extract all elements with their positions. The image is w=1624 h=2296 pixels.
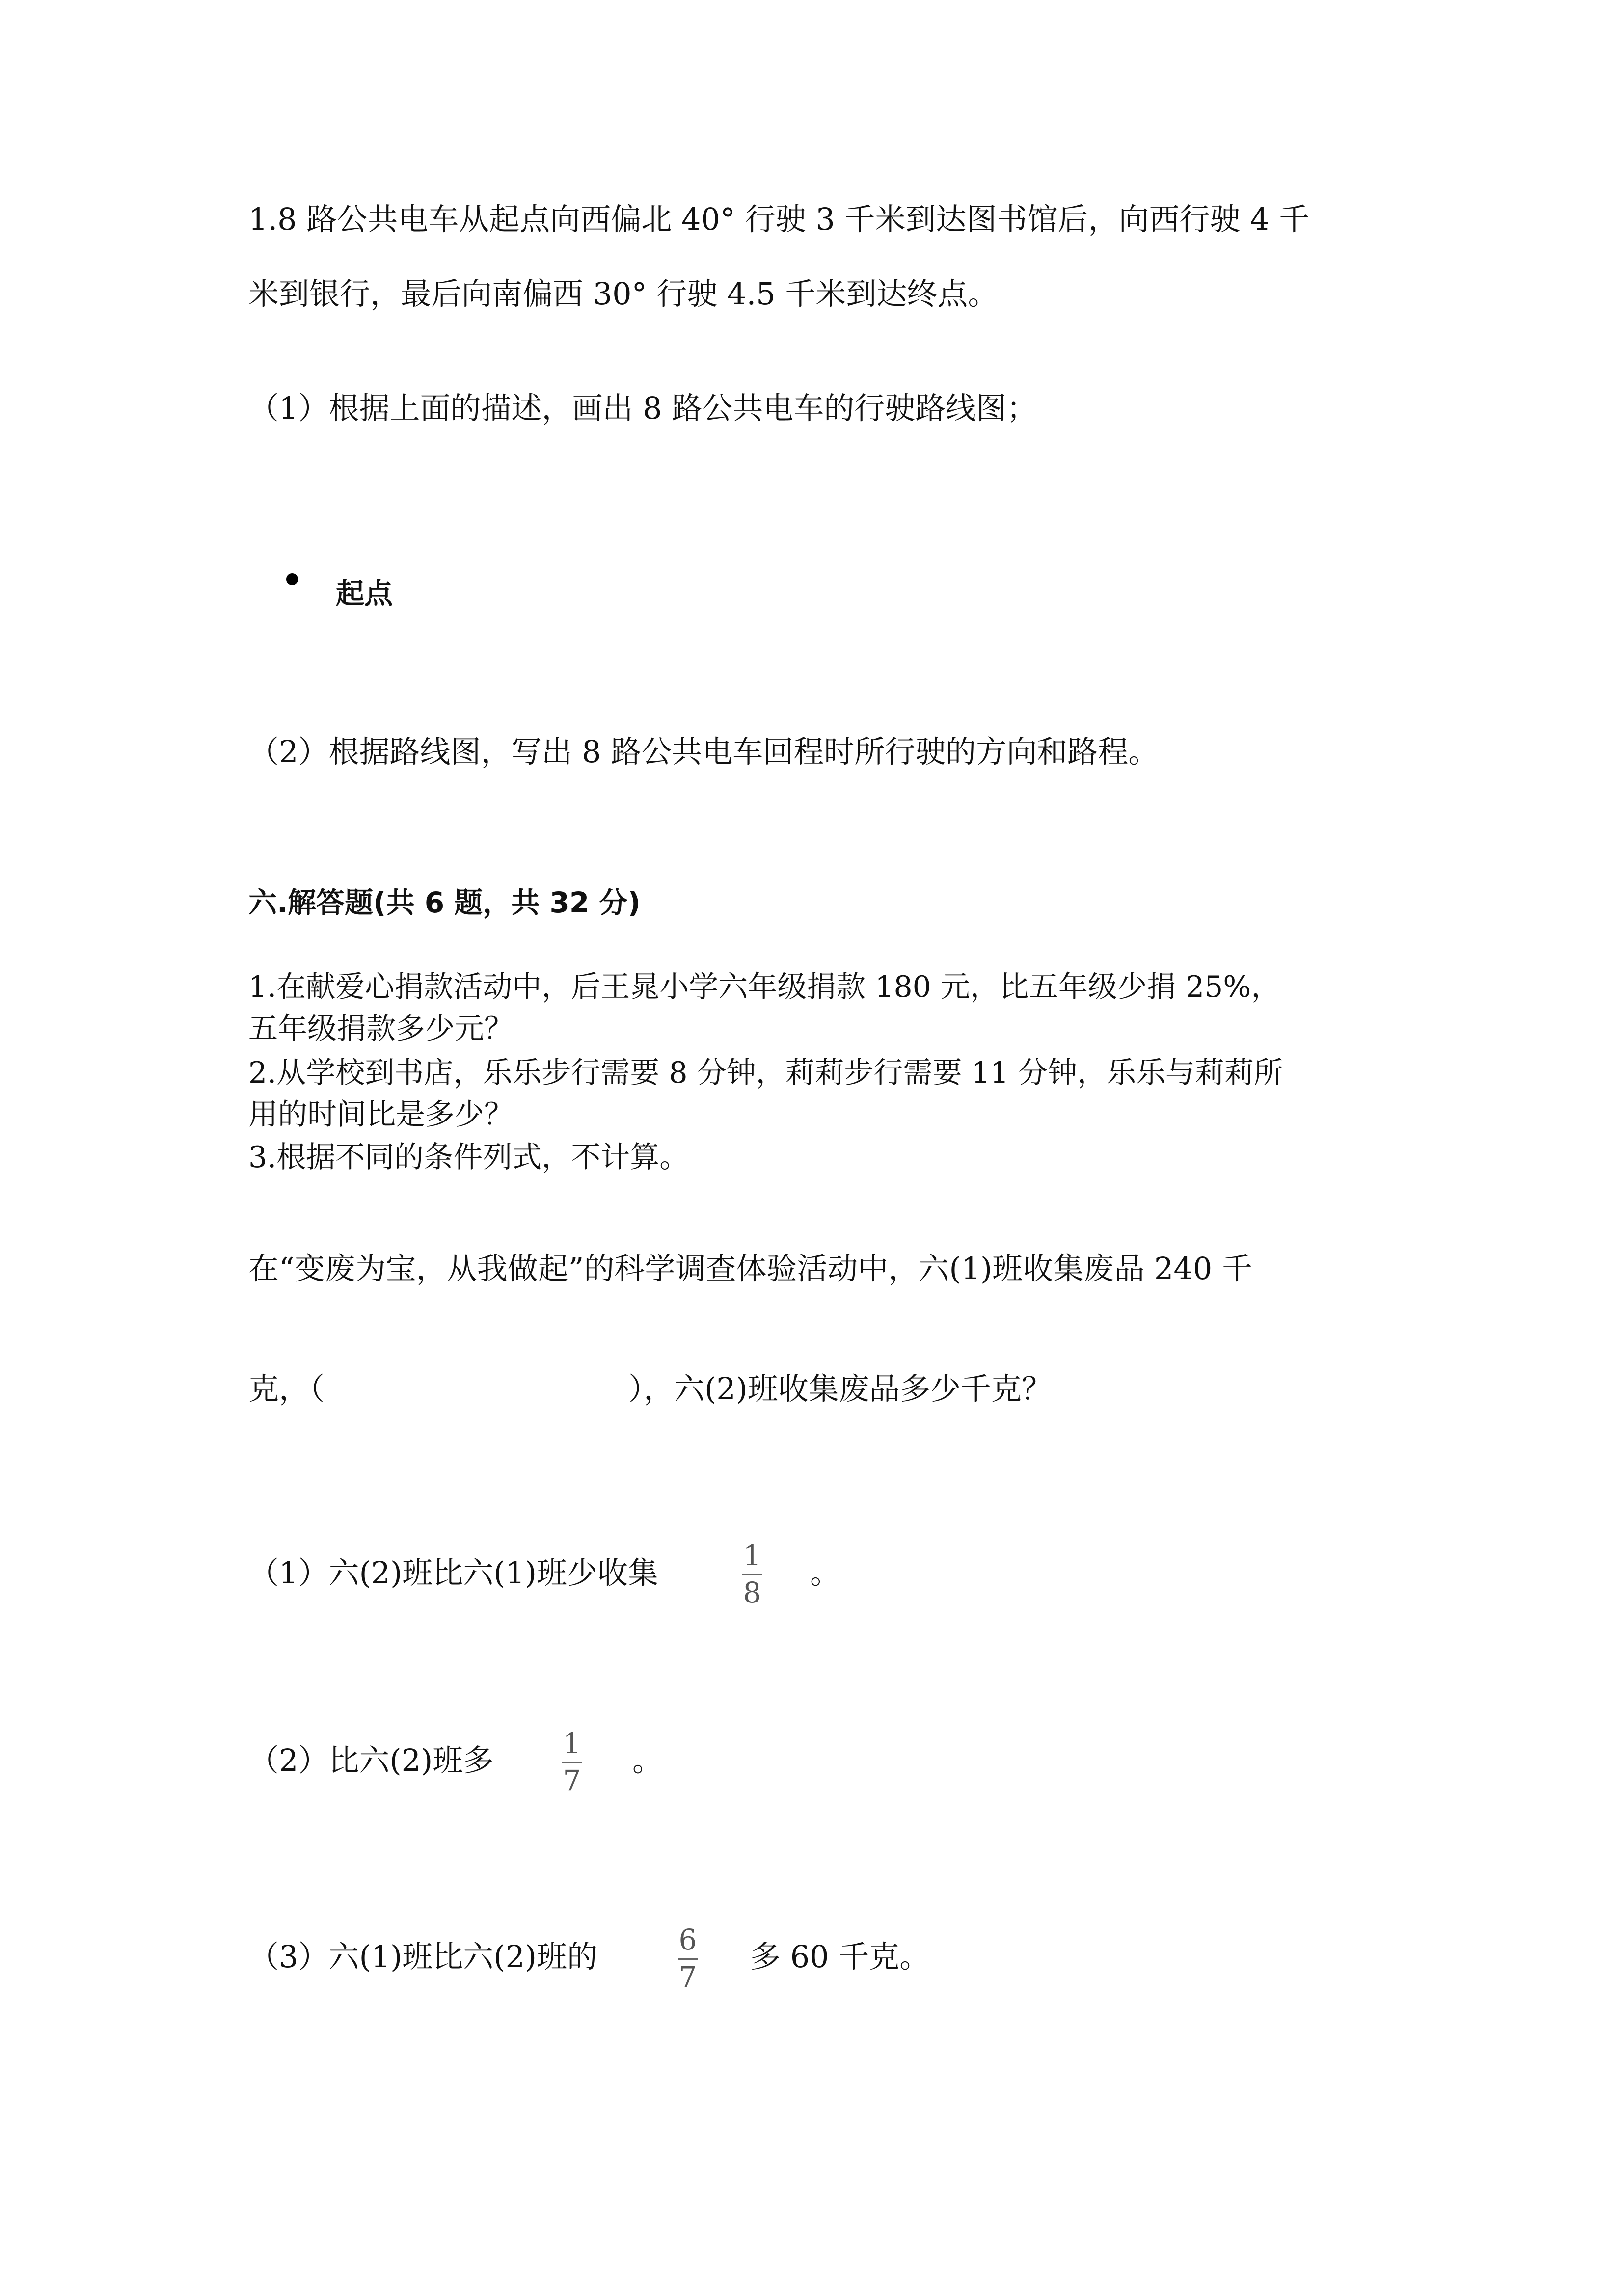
q3-line: 3.根据不同的条件列式，不计算。 — [248, 1140, 689, 1175]
section-heading: 六.解答题(共 6 题，共 32 分) — [248, 886, 641, 919]
problem-text-line-1: 1.8 路公共电车从起点向西偏北 40° 行驶 3 千米到达图书馆后，向西行驶 4 千 — [248, 201, 1310, 237]
condition-2-text: （2）比六(2)班多 — [248, 1742, 494, 1778]
q1-line-2: 五年级捐款多少元？ — [248, 1012, 514, 1046]
fraction-denominator: 7 — [563, 1764, 581, 1797]
q1-line-1: 1.在献爱心捐款活动中，后王晁小学六年级捐款 180 元，比五年级少捐 25%， — [248, 970, 1281, 1004]
condition-3-fraction — [671, 1923, 705, 1994]
context-line-2-end: ），六(2)班收集废品多少千克？ — [628, 1371, 1052, 1407]
fraction-numerator: 1 — [563, 1727, 581, 1760]
fraction-bar — [562, 1762, 582, 1763]
start-point-dot — [286, 573, 298, 585]
context-line-2-start: 克，（ — [248, 1371, 325, 1407]
subquestion-2: （2）根据路线图，写出 8 路公共电车回程时所行驶的方向和路程。 — [248, 734, 1159, 770]
condition-1-text: （1）六(2)班比六(1)班少收集 — [248, 1555, 659, 1591]
q2-line-1: 2.从学校到书店，乐乐步行需要 8 分钟，莉莉步行需要 11 分钟，乐乐与莉莉所 — [248, 1056, 1284, 1090]
q2-line-2: 用的时间比是多少？ — [248, 1097, 514, 1132]
fraction-denominator: 8 — [743, 1576, 761, 1609]
condition-2-end: 。 — [632, 1742, 663, 1778]
fraction-bar — [678, 1958, 698, 1960]
condition-3-end: 多 60 千克。 — [750, 1939, 930, 1975]
problem-text-line-2: 米到银行，最后向南偏西 30° 行驶 4.5 千米到达终点。 — [248, 276, 999, 312]
fraction-denominator: 7 — [678, 1960, 697, 1994]
start-point-label: 起点 — [336, 577, 393, 610]
condition-1-end: 。 — [810, 1555, 841, 1591]
condition-3-text: （3）六(1)班比六(2)班的 — [248, 1939, 598, 1975]
fraction-bar — [742, 1574, 762, 1575]
fraction-numerator: 1 — [743, 1539, 761, 1572]
condition-2-fraction — [555, 1729, 589, 1795]
subquestion-1: （1）根据上面的描述，画出 8 路公共电车的行驶路线图； — [248, 390, 1037, 426]
condition-1-fraction — [735, 1541, 769, 1607]
fraction-numerator: 6 — [678, 1923, 697, 1956]
context-line-1: 在“变废为宝，从我做起”的科学调查体验活动中，六(1)班收集废品 240 千 — [248, 1251, 1252, 1286]
